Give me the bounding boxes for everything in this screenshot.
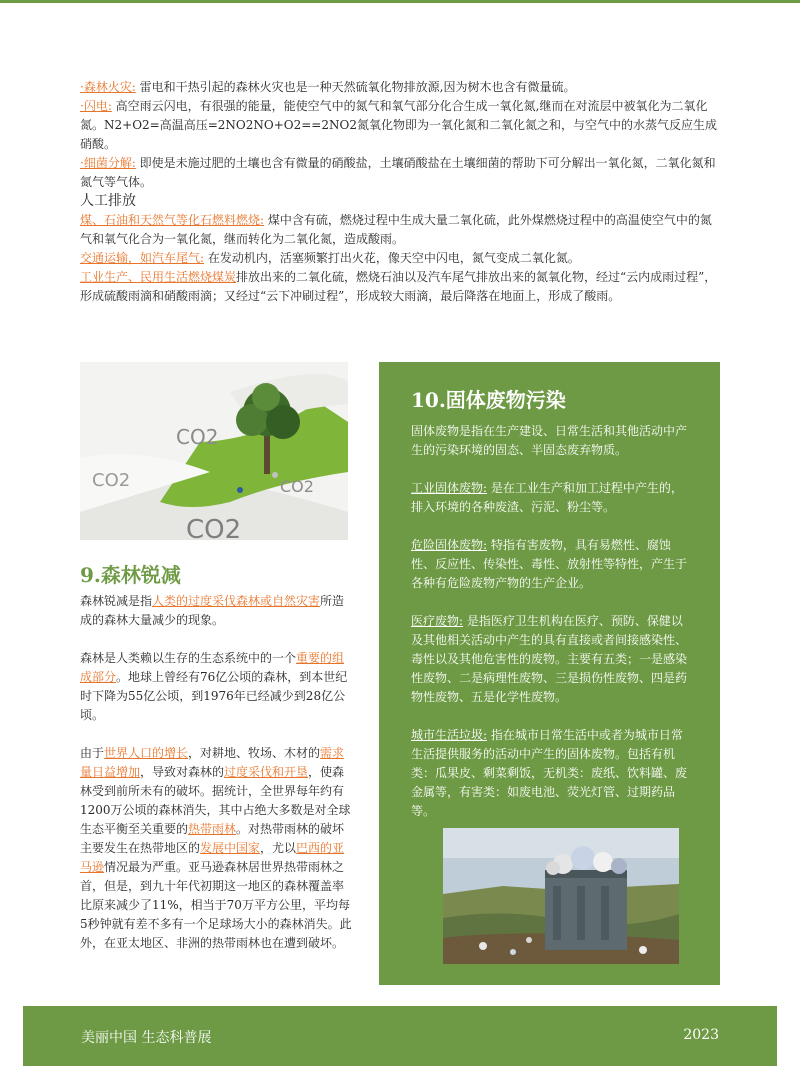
intro-section [80, 78, 720, 306]
solid-item-hazardous [411, 536, 690, 593]
link-demand-increase[interactable]: 需求量日益增加 [80, 746, 345, 779]
text: 是在工业生产和加工过程中产生的，排入环境的各种废渣、污泥、粉尘等。 [411, 481, 683, 514]
co2-tree-illustration [80, 362, 348, 540]
top-rule [0, 0, 800, 3]
text: ，使森林受到前所未有的破坏。据统计，全世界每年约有1200万公顷的森林消失，其中占绝大多数是对全球生态平衡至关重要的 [80, 765, 351, 836]
artificial-text: 排放出来的二氧化硫，燃烧石油以及汽车尾气排放出来的氮氧化物，经过“云内成雨过程”，形成硫酸雨滴和硝酸雨滴；又经过“云下冲刷过程”，形成较大雨滴，最后降落在地面上，形成了酸雨。 [80, 270, 717, 303]
natural-source-forest-fire [80, 78, 720, 97]
link-industry[interactable]: 工业生产、民用生活燃烧煤炭 [80, 270, 237, 284]
forest-paragraph-2 [80, 649, 352, 725]
text: ，对耕地、牧场、木材的 [188, 746, 321, 760]
link-overlogging[interactable]: 人类的过度采伐森林或自然灾害 [152, 594, 321, 608]
text: 所造成的森林大量减少的现象。 [80, 594, 345, 627]
term-medical[interactable]: 医疗废物: [411, 614, 464, 628]
co2-label: CO2 [92, 470, 131, 491]
natural-text: 雷电和干热引起的森林火灾也是一种天然硫氧化物排放源,因为树木也含有微量硫。 [135, 80, 576, 94]
text: 特指有害废物，具有易燃性、腐蚀性、反应性、传染性、毒性、放射性等特性，产生于各种有危险废物产物的生产企业。 [411, 538, 688, 590]
term-municipal[interactable]: 城市生活垃圾: [411, 728, 488, 742]
solid-item-industrial [411, 479, 690, 517]
solid-item-medical [411, 612, 690, 707]
link-important-part[interactable]: 重要的组成部分 [80, 651, 345, 684]
footer-title: 美丽中国 生态科普展 [81, 1030, 212, 1046]
link-population-growth[interactable]: 世界人口的增长 [104, 746, 189, 760]
footer-year: 2023 [683, 1027, 719, 1043]
artificial-source-transport [80, 249, 720, 268]
solid-waste-panel [379, 362, 720, 985]
co2-label: CO2 [176, 425, 219, 449]
term-hazardous[interactable]: 危险固体废物: [411, 538, 488, 552]
natural-text: 即使是未施过肥的土壤也含有微量的硝酸盐，土壤硝酸盐在土壤细菌的帮助下可分解出一氧化氮，二氧化氮和氮气等气体。 [80, 156, 716, 189]
text: 指在城市日常生活中或者为城市日常生活提供服务的活动中产生的固体废物。包括有机类：瓜果皮、剩菜剩饭，无机类：废纸、饮料罐、废金属等，有害类：如废电池、荧光灯管、过期药品等。 [411, 728, 688, 818]
artificial-heading: 人工排放 [80, 193, 136, 209]
footer-bar [23, 1006, 777, 1066]
co2-tree-photo [80, 362, 348, 540]
artificial-text: 煤中含有硫，燃烧过程中生成大量二氧化硫，此外煤燃烧过程中的高温使空气中的氮气和氧气化合为一氧化氮，继而转化为二氧化氮，造成酸雨。 [80, 213, 712, 246]
natural-source-bacteria [80, 154, 720, 192]
text: 。对热带雨林的破坏主要发生在热带地区的 [80, 822, 345, 855]
section-title-solid-waste: 10.固体废物污染 [411, 388, 566, 412]
text: 。地球上曾经有76亿公顷的森林，到本世纪时下降为55亿公顷，到1976年已经减少到28亿公顷。 [80, 670, 348, 722]
link-transport[interactable]: 交通运输，如汽车尾气: [80, 251, 205, 265]
link-developing-countries[interactable]: 发展中国家 [200, 841, 261, 855]
section-title-forest: 9.森林锐减 [80, 563, 181, 587]
natural-text: 高空雨云闪电，有很强的能量，能使空气中的氮气和氧气部分化合生成一氧化氮,继而在对流层中被氧化为二氧化氮。N2+O2=高温高压=2NO2NO+O2==2NO2氮氧化物即为一氧化氮和二氧化氮之和，与空气中的水蒸气反应生成硝酸。 [80, 99, 717, 151]
text: ，导致对森林的 [140, 765, 225, 779]
link-overcut[interactable]: 过度采伐和开垦 [224, 765, 309, 779]
text: 森林锐减是指 [80, 594, 153, 608]
co2-label: CO2 [186, 515, 242, 540]
text: ，尤以 [260, 841, 297, 855]
text: 情况最为严重。亚马逊森林居世界热带雨林之首，但是，到九十年代初期这一地区的森林覆盖率比原来减少了11%，相当于70万平方公里，平均每5秒钟就有差不多有一个足球场大小的森林消失。此外，在亚太地区、非洲的热带雨林也在遭到破坏。 [80, 860, 352, 950]
link-amazon[interactable]: 巴西的亚马逊 [80, 841, 345, 874]
link-forest-fire[interactable]: ·森林火灾: [80, 80, 136, 94]
forest-body [80, 592, 352, 972]
solid-waste-body [411, 422, 690, 840]
link-bacteria[interactable]: ·细菌分解: [80, 156, 136, 170]
artificial-source-industry [80, 268, 720, 306]
forest-paragraph-1 [80, 592, 352, 630]
garbage-bin-photo [443, 828, 679, 964]
artificial-source-fossil [80, 211, 720, 249]
co2-label: CO2 [280, 477, 314, 496]
term-industrial[interactable]: 工业固体废物: [411, 481, 488, 495]
solid-item-municipal [411, 726, 690, 821]
link-rainforest[interactable]: 热带雨林 [188, 822, 237, 836]
text: 是指医疗卫生机构在医疗、预防、保健以及其他相关活动中产生的具有直接或者间接感染性、毒性以及其他危害性的废物。主要有五类；一是感染性废物、二是病理性废物、三是损伤性废物、四是药物性废物、五是化学性废物。 [411, 614, 688, 704]
solid-waste-intro: 固体废物是指在生产建设、日常生活和其他活动中产生的污染环境的固态、半固态废弃物质。 [411, 424, 688, 457]
link-lightning[interactable]: ·闪电: [80, 99, 112, 113]
natural-source-lightning [80, 97, 720, 154]
text: 由于 [80, 746, 105, 760]
text: 森林是人类赖以生存的生态系统中的一个 [80, 651, 297, 665]
link-fossil[interactable]: 煤、石油和天然气等化石燃料燃烧: [80, 213, 265, 227]
artificial-text: 在发动机内，活塞频繁打出火花，像天空中闪电，氮气变成二氧化氮。 [204, 251, 580, 265]
garbage-bin-illustration [443, 828, 679, 964]
forest-paragraph-3 [80, 744, 352, 953]
